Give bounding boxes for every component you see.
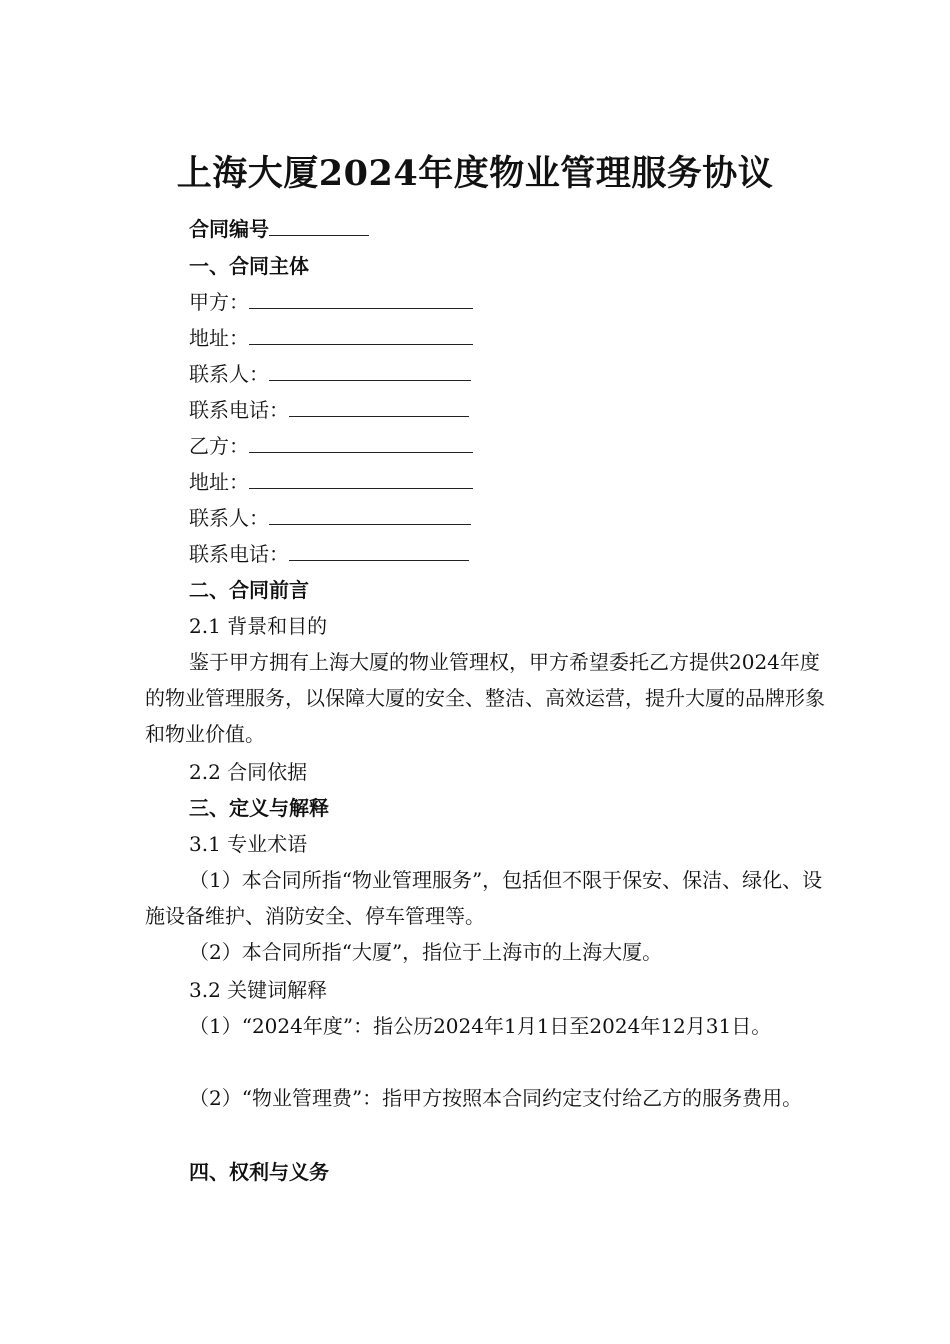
contract-number-line	[189, 215, 369, 243]
contract-number-label: 合同编号	[189, 217, 269, 241]
party-b-contact-label: 联系人：	[189, 506, 269, 530]
party-a-label: 甲方：	[189, 290, 249, 314]
party-a-contact-blank	[269, 360, 471, 381]
party-a-line	[189, 288, 473, 316]
party-b-address-label: 地址：	[189, 470, 249, 494]
section3-item4: （2）“物业管理费”：指甲方按照本合同约定支付给乙方的服务费用。	[189, 1086, 803, 1110]
party-a-contact-label: 联系人：	[189, 362, 269, 386]
party-a-address-line	[189, 324, 473, 352]
party-b-phone-line	[189, 540, 469, 568]
party-b-line	[189, 432, 473, 460]
party-b-phone-label: 联系电话：	[189, 542, 289, 566]
contract-number-blank	[269, 215, 369, 236]
party-a-phone-blank	[289, 396, 469, 417]
section1-heading: 一、合同主体	[189, 254, 309, 278]
document-title: 上海大厦2024年度物业管理服务协议	[176, 153, 774, 194]
party-b-phone-blank	[289, 540, 469, 561]
section3-heading: 三、定义与解释	[189, 796, 329, 820]
party-a-address-label: 地址：	[189, 326, 249, 350]
section3-item1: （1）本合同所指“物业管理服务”，包括但不限于保安、保洁、绿化、设施设备维护、消防安全、停车管理等。	[145, 868, 823, 928]
section2-sub1: 2.1 背景和目的	[189, 614, 328, 638]
section2-heading: 二、合同前言	[189, 578, 309, 602]
section4-heading: 四、权利与义务	[189, 1160, 329, 1184]
party-b-label: 乙方：	[189, 434, 249, 458]
party-a-address-blank	[249, 324, 473, 345]
party-b-blank	[249, 432, 473, 453]
party-a-phone-line	[189, 396, 469, 424]
section3-sub1: 3.1 专业术语	[189, 832, 308, 856]
party-b-contact-line	[189, 504, 471, 532]
section3-item3: （1）“2024年度”：指公历2024年1月1日至2024年12月31日。	[189, 1014, 772, 1038]
section3-item2: （2）本合同所指“大厦”，指位于上海市的上海大厦。	[189, 940, 663, 964]
party-b-contact-blank	[269, 504, 471, 525]
section2-sub2: 2.2 合同依据	[189, 760, 308, 784]
section2-para1: 鉴于甲方拥有上海大厦的物业管理权，甲方希望委托乙方提供2024年度的物业管理服务，以保障大厦的安全、整洁、高效运营，提升大厦的品牌形象和物业价值。	[145, 650, 825, 746]
party-b-address-line	[189, 468, 473, 496]
party-a-blank	[249, 288, 473, 309]
section3-sub2: 3.2 关键词解释	[189, 978, 328, 1002]
party-a-phone-label: 联系电话：	[189, 398, 289, 422]
party-b-address-blank	[249, 468, 473, 489]
party-a-contact-line	[189, 360, 471, 388]
